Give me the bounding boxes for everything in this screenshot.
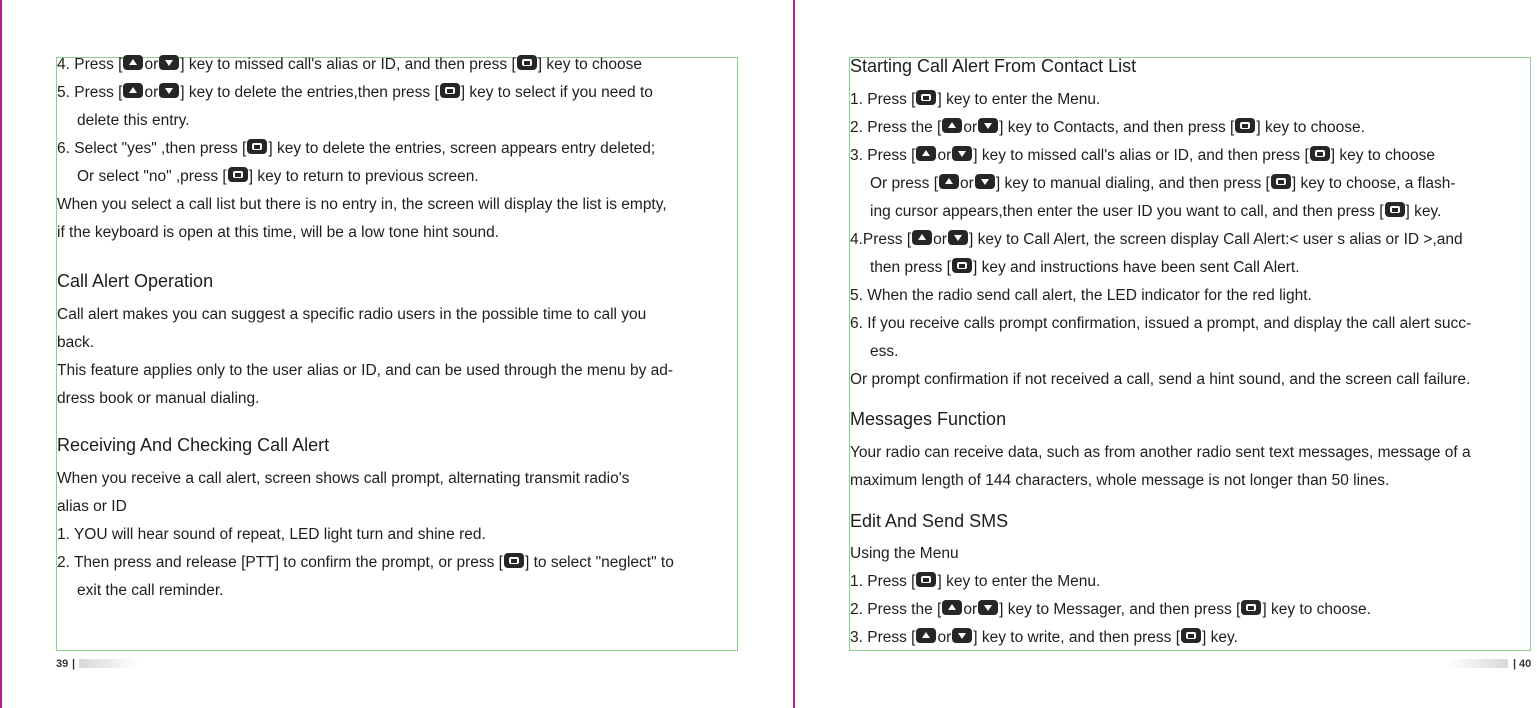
text-segment: Call alert makes you can suggest a specific radio users in the possible time to call you	[57, 306, 647, 323]
text-segment: 1. Press [	[850, 91, 916, 108]
text-segment: 2. Press the [	[850, 601, 942, 618]
text-segment: alias or ID	[57, 498, 127, 515]
text-segment: ] key to delete the entries,then press [	[180, 84, 439, 101]
text-segment: 5. When the radio send call alert, the LED indicator for the red light.	[850, 287, 1312, 304]
text-segment: Call Alert Operation	[57, 271, 214, 291]
text-line	[77, 167, 479, 187]
text-segment: or	[937, 629, 952, 646]
text-segment: or	[144, 56, 159, 73]
text-segment: When you receive a call alert, screen shows call prompt, alternating transmit radio's	[57, 470, 630, 487]
menu-key-icon	[916, 572, 936, 587]
text-line	[850, 471, 1389, 491]
text-line	[870, 202, 1441, 222]
text-segment: ] key.	[1202, 629, 1238, 646]
text-segment: This feature applies only to the user alias or ID, and can be used through the menu by ad-	[57, 362, 674, 379]
text-segment: or	[933, 231, 947, 248]
text-segment: ] key to enter the Menu.	[937, 573, 1101, 590]
text-segment: 1. YOU will hear sound of repeat, LED light turn and shine red.	[57, 526, 486, 543]
text-segment: 4. Press [	[57, 56, 123, 73]
menu-key-icon	[916, 90, 936, 105]
text-segment: ing cursor appears,then enter the user ID you want to call, and then press [	[870, 203, 1384, 220]
sub-heading	[850, 544, 959, 564]
text-line	[850, 443, 1471, 463]
down-arrow-key-icon	[978, 118, 998, 133]
up-arrow-key-icon	[942, 600, 962, 615]
up-arrow-key-icon	[916, 146, 936, 161]
menu-key-icon	[228, 167, 248, 182]
text-line	[57, 525, 486, 545]
text-segment: 5. Press [	[57, 84, 123, 101]
text-segment: or	[937, 147, 952, 164]
text-segment: 6. Select "yes" ,then press [	[57, 140, 247, 157]
menu-key-icon	[1310, 146, 1330, 161]
text-segment: ] key to enter the Menu.	[937, 91, 1101, 108]
page-number-divider-left: |	[72, 658, 76, 670]
down-arrow-key-icon	[952, 628, 972, 643]
text-segment: ] key to select if you need to	[460, 84, 653, 101]
text-line	[57, 195, 667, 215]
text-line	[850, 370, 1470, 390]
text-segment: or	[963, 601, 978, 618]
down-arrow-key-icon	[948, 230, 968, 245]
text-line	[57, 469, 629, 489]
text-segment: if the keyboard is open at this time, will be a low tone hint sound.	[57, 224, 499, 241]
footer-bar-right	[1448, 659, 1508, 668]
left-page	[56, 57, 738, 651]
down-arrow-key-icon	[978, 600, 998, 615]
text-line	[850, 146, 1435, 166]
text-line	[57, 333, 94, 353]
text-segment: back.	[57, 334, 95, 351]
text-segment: ] key to Contacts, and then press [	[999, 119, 1235, 136]
text-segment: 6. If you receive calls prompt confirmation, issued a prompt, and display the call alert succ-	[850, 315, 1472, 332]
text-line	[850, 600, 1371, 620]
text-segment: 2. Then press and release [PTT] to confirm the prompt, or press [	[57, 554, 503, 571]
down-arrow-key-icon	[159, 83, 179, 98]
text-segment: or	[960, 175, 974, 192]
text-line	[57, 223, 499, 243]
menu-key-icon	[1385, 202, 1405, 217]
text-segment: ess.	[870, 343, 899, 360]
text-line	[850, 628, 1238, 648]
text-segment: 3. Press [	[850, 147, 916, 164]
menu-key-icon	[517, 55, 537, 70]
text-line	[57, 553, 674, 573]
text-segment: ] key to choose.	[1262, 601, 1371, 618]
text-segment: Or select "no" ,press [	[77, 168, 227, 185]
text-segment: ] key to return to previous screen.	[248, 168, 479, 185]
section-heading	[850, 55, 1136, 77]
text-segment: Or press [	[870, 175, 939, 192]
menu-key-icon	[504, 553, 524, 568]
text-segment: Edit And Send SMS	[850, 511, 1009, 531]
menu-key-icon	[952, 258, 972, 273]
text-segment: ] key.	[1405, 203, 1442, 220]
text-segment: dress book or manual dialing.	[57, 390, 260, 407]
text-segment: ] key to choose	[537, 56, 643, 73]
down-arrow-key-icon	[159, 55, 179, 70]
up-arrow-key-icon	[942, 118, 962, 133]
text-segment: ] key to missed call's alias or ID, and then press [	[180, 56, 516, 73]
text-line	[57, 55, 642, 75]
text-segment: ] key to choose, a flash-	[1291, 175, 1456, 192]
text-segment: Receiving And Checking Call Alert	[57, 435, 330, 455]
menu-key-icon	[1271, 174, 1291, 189]
section-heading	[57, 270, 213, 292]
text-segment: ] key to delete the entries, screen appears entry deleted;	[268, 140, 656, 157]
page-number-left: 39	[56, 658, 69, 670]
up-arrow-key-icon	[123, 55, 143, 70]
up-arrow-key-icon	[916, 628, 936, 643]
text-segment: ] key to write, and then press [	[973, 629, 1181, 646]
section-heading	[850, 510, 1008, 532]
text-segment: delete this entry.	[77, 112, 190, 129]
text-line	[850, 90, 1100, 110]
text-segment: ] key to Call Alert, the screen display Call Alert:< user s alias or ID >,and	[968, 231, 1463, 248]
text-segment: ] key to manual dialing, and then press [	[995, 175, 1270, 192]
text-line	[850, 118, 1365, 138]
text-segment: 3. Press [	[850, 629, 916, 646]
text-segment: 2. Press the [	[850, 119, 942, 136]
menu-key-icon	[1181, 628, 1201, 643]
text-segment: 4.Press [	[850, 231, 912, 248]
text-line	[870, 342, 898, 362]
text-line	[850, 572, 1100, 592]
text-segment: maximum length of 144 characters, whole message is not longer than 50 lines.	[850, 472, 1390, 489]
text-segment: Using the Menu	[850, 545, 959, 562]
text-line	[57, 361, 673, 381]
text-line	[57, 139, 655, 159]
text-segment: ] key and instructions have been sent Call Alert.	[973, 259, 1300, 276]
right-page	[849, 57, 1531, 651]
text-line	[57, 497, 127, 517]
text-segment: ] to select "neglect" to	[524, 554, 674, 571]
text-segment: then press [	[870, 259, 951, 276]
text-segment: Your radio can receive data, such as from another radio sent text messages, message of a	[850, 444, 1471, 461]
section-heading	[57, 434, 329, 456]
text-segment: ] key to missed call's alias or ID, and then press [	[973, 147, 1309, 164]
text-segment: or	[144, 84, 159, 101]
text-line	[850, 286, 1312, 306]
text-line	[57, 83, 653, 103]
up-arrow-key-icon	[939, 174, 959, 189]
text-segment: ] key to Messager, and then press [	[999, 601, 1241, 618]
text-segment: Starting Call Alert From Contact List	[850, 56, 1137, 76]
text-line	[57, 305, 646, 325]
page-number-divider-right: |	[1513, 658, 1517, 670]
menu-key-icon	[440, 83, 460, 98]
text-line	[850, 314, 1471, 334]
up-arrow-key-icon	[123, 83, 143, 98]
text-line	[850, 230, 1463, 250]
text-line	[77, 111, 190, 131]
text-line	[77, 581, 223, 601]
footer-bar-left	[79, 659, 139, 668]
text-segment: Messages Function	[850, 409, 1007, 429]
text-segment: exit the call reminder.	[77, 582, 224, 599]
page-edge-left	[0, 0, 2, 708]
text-segment: Or prompt confirmation if not received a call, send a hint sound, and the screen call failure.	[850, 371, 1471, 388]
text-segment: ] key to choose	[1330, 147, 1436, 164]
text-line	[870, 174, 1456, 194]
text-line	[57, 389, 259, 409]
down-arrow-key-icon	[975, 174, 995, 189]
book-spine	[793, 0, 795, 708]
menu-key-icon	[1235, 118, 1255, 133]
menu-key-icon	[247, 139, 267, 154]
down-arrow-key-icon	[952, 146, 972, 161]
up-arrow-key-icon	[912, 230, 932, 245]
text-segment: When you select a call list but there is no entry in, the screen will display the list is empty,	[57, 196, 667, 213]
page-number-right: 40	[1519, 658, 1532, 670]
text-line	[870, 258, 1300, 278]
section-heading	[850, 408, 1006, 430]
text-segment: or	[963, 119, 978, 136]
text-segment: 1. Press [	[850, 573, 916, 590]
menu-key-icon	[1241, 600, 1261, 615]
text-segment: ] key to choose.	[1256, 119, 1365, 136]
